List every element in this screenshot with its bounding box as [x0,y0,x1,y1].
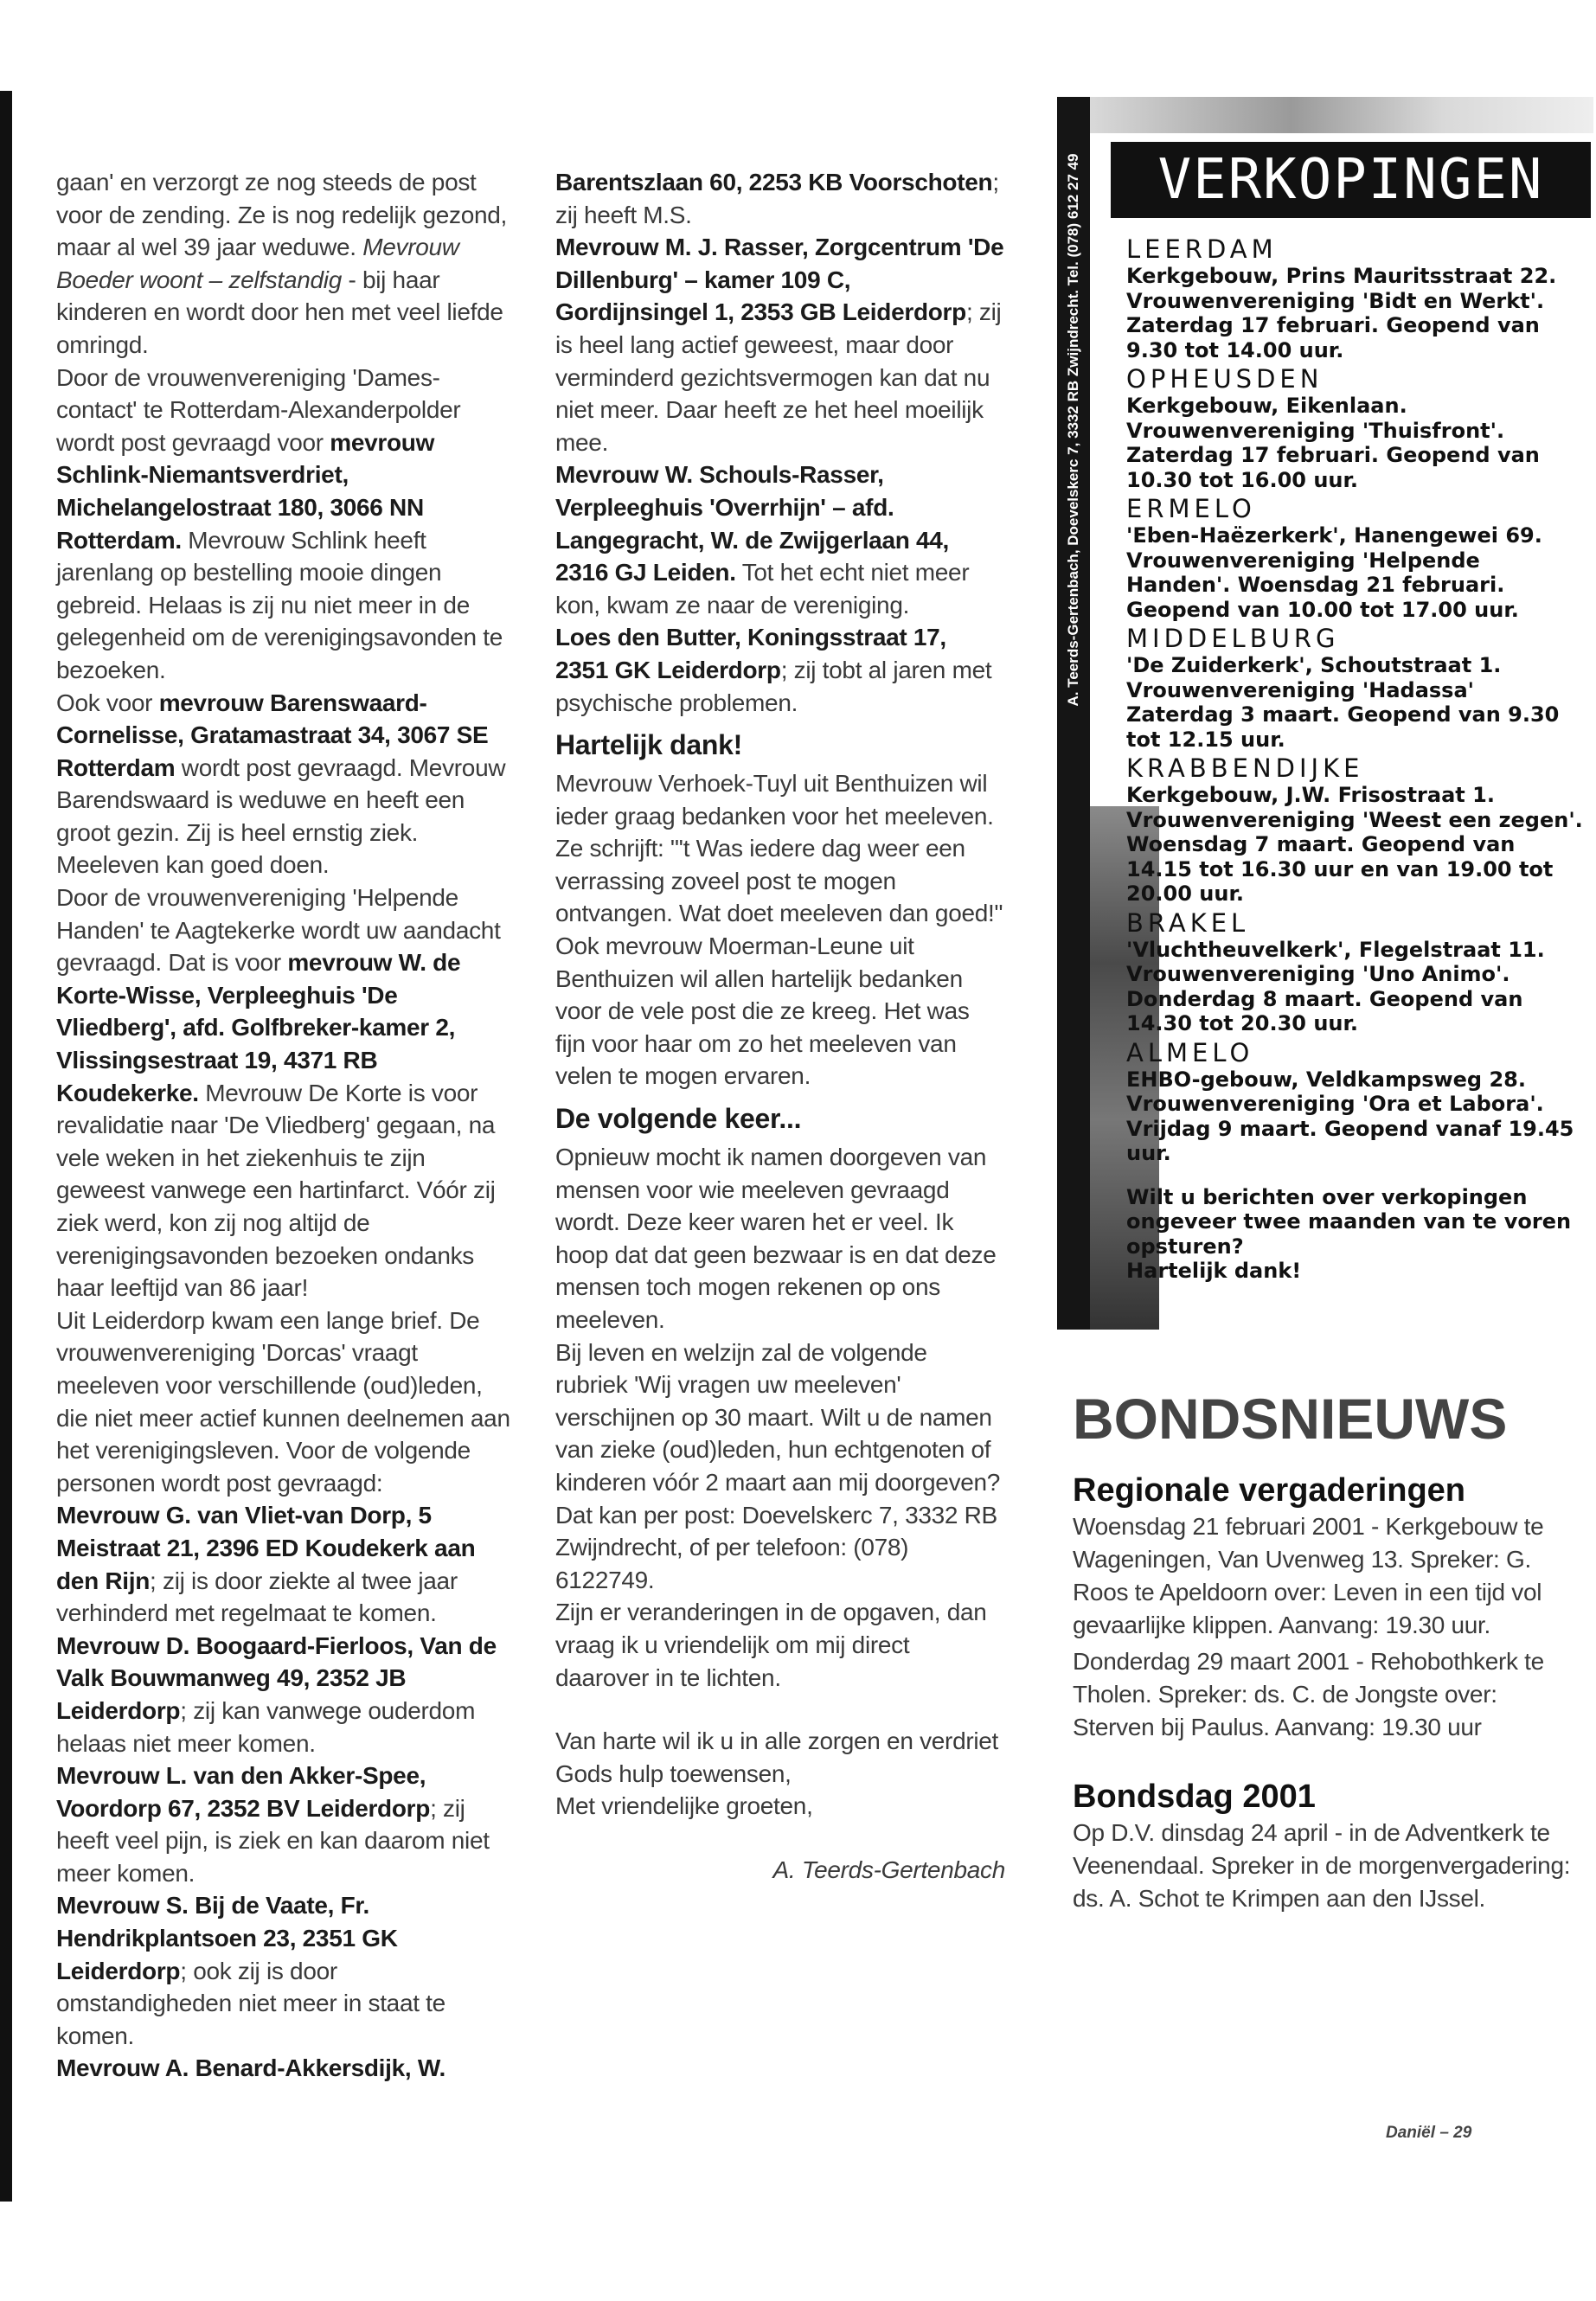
venue-city: LEERDAM [1126,234,1278,264]
verkopingen-closing: Wilt u berichten over verkopingen ongeveer twee maanden van te voren opsturen? Hartelijk dank! [1126,1184,1572,1283]
paragraph [56,687,513,882]
bondsdag-heading: Bondsdag 2001 [1073,1779,1316,1815]
venue-item [1126,235,1586,362]
address-text: Mevrouw M. J. Rasser, Zorgcentrum 'De Dillenburg' – kamer 109 C, Gordijnsingel 1, 2353 GB Leiderdorp [555,234,1004,326]
body-text: Zijn er veranderingen in de opgaven, dan vraag ik u vriendelijk om mij direct daarover in te lichten. [555,1599,987,1691]
address-text: Mevrouw W. Schouls-Rasser, Verpleeghuis 'Overrhijn' – afd. Langegracht, W. de Zwijgerlaan 44, 2316 GJ Leiden. [555,461,950,586]
body-text: ; ook zij is door omstandigheden niet meer in staat te komen. [56,1957,445,2049]
address-text: mevrouw Schlink-Niemantsverdriet, Michelangelostraat 180, 3066 NN Rotterdam. [56,428,435,554]
verkopingen-list [1126,235,1586,1284]
address-text: Mevrouw G. van Vliet-van Dorp, 5 Meistraat 21, 2396 ED Koudekerk aan den Rijn [56,1502,476,1594]
verkopingen-box [1057,97,1593,1330]
paragraph [555,1596,1005,1694]
address-text: Loes den Butter, Koningsstraat 17, 2351 GK Leiderdorp [555,624,946,683]
paragraph [56,1304,513,1500]
body-text: Ook mevrouw Moerman-Leune uit Benthuizen wil allen hartelijk bedanken voor de vele post die ze kreeg. Het was fijn voor haar om zo het meeleven van velen te mogen ervaren. [555,933,970,1090]
venue-info: 'De Zuiderkerk', Schoutstraat 1. Vrouwenvereniging 'Hadassa' Zaterdag 3 maart. Geopend van 9.30 tot 12.15 uur. [1126,653,1560,752]
body-text: Mevrouw Verhoek-Tuyl uit Benthuizen wil ieder graag bedanken voor het meeleven. Ze schrijft: "'t Was iedere dag weer een verrassing zoveel post te mogen ontvangen. Wat doet meeleven dan goed!" [555,770,1003,927]
paragraph [56,1889,513,2052]
body-text: Ook voor [56,689,159,716]
page-footer [1386,2124,1471,2143]
venue-item [1126,1039,1586,1166]
body-text: Uit Leiderdorp kwam een lange brief. De vrouwenvereniging 'Dorcas' vraagt meeleven voor verschillende (oud)leden, die niet meer actief kunnen deelnemen aan het verenigingsleven. Voor de volgende personen wordt post gevraagd: [56,1306,510,1497]
body-text: - bij haar kinderen en wordt door hen met veel liefde omringd. [56,266,503,358]
address-text: Barentszlaan 60, 2253 KB Voorschoten [555,169,993,195]
col2-next-section [555,1141,1005,1694]
signature: A. Teerds-Gertenbach [772,1856,1005,1883]
address-text: Mevrouw D. Boogaard-Fierloos, Van de Valk Bouwmanweg 49, 2352 JB Leiderdorp [56,1631,497,1724]
address-text: Mevrouw L. van den Akker-Spee, Voordorp 67, 2352 BV Leiderdorp [56,1762,431,1822]
body-text: Mevrouw De Korte is voor revalidatie naar 'De Vliedberg' gegaan, na vele weken in het ziekenhuis te zijn geweest vanwege een hartinfarct. Vóór zij ziek werd, kon zij nog altijd de verenigingsavonden bezoeken ondanks haar leeftijd van 86 jaar! [56,1079,496,1302]
body-text: Mevrouw Schlink heeft jarenlang op bestelling mooie dingen gebreid. Helaas is zij nu niet meer in de gelegenheid om de verenigingsavonden te bezoeken. [56,526,503,683]
body-text: Tot het echt niet meer kon, kwam ze naar de vereniging. [555,559,970,619]
venue-info: 'Eben-Haëzerkerk', Hanengewei 69. Vrouwenvereniging 'Helpende Handen'. Woensdag 21 februari. Geopend van 10.00 tot 17.00 uur. [1126,523,1542,622]
page-number: 29 [1453,2124,1472,2142]
header-photo-strip [1090,97,1593,133]
footer-separator: – [1439,2124,1454,2142]
contact-address-text: A. Teerds-Gertenbach, Doevelskerc 7, 3332 RB Zwijndrecht. Tel. (078) 612 27 49 [1065,153,1081,707]
paragraph [555,621,1005,719]
bondsnieuws-title: BONDSNIEUWS [1073,1387,1508,1451]
col2-thanks-section [555,767,1005,1093]
regionale-meeting-1: Woensdag 21 februari 2001 - Kerkgebouw te Wageningen, Van Uvenweg 13. Spreker: G. Roos te Apeldoorn over: Leven in een tijd vol gevaarlijke klippen. Aanvang: 19.30 uur. [1073,1513,1544,1638]
column-middle [555,166,1005,1887]
venue-item [1126,754,1586,907]
paragraph [555,166,1005,231]
body-text: Door de vrouwenvereniging 'Helpende Handen' te Aagtekerke wordt uw aandacht gevraagd. Dat is voor [56,884,501,977]
bondsdag-text: Op D.V. dinsdag 24 april - in de Adventkerk te Veenendaal. Spreker in de morgenvergadering: ds. A. Schot te Krimpen aan den IJssel. [1073,1819,1571,1912]
paragraph [56,1759,513,1889]
paragraph [555,231,1005,458]
address-text: Mevrouw S. Bij de Vaate, Fr. Hendrikplantsoen 23, 2351 GK Leiderdorp [56,1892,398,1984]
venue-list [1126,235,1586,1166]
venue-info: Kerkgebouw, Eikenlaan. Vrouwenvereniging 'Thuisfront'. Zaterdag 17 februari. Geopend van 10.30 tot 16.00 uur. [1126,394,1540,492]
regionale-meeting-2: Donderdag 29 maart 2001 - Rehobothkerk te Tholen. Spreker: ds. C. de Jongste over: Sterven bij Paulus. Aanvang: 19.30 uur [1073,1648,1544,1740]
paragraph [555,767,1005,930]
address-text: mevrouw W. de Korte-Wisse, Verpleeghuis 'De Vliedberg', afd. Golfbreker-kamer 2, Vlissingsestraat 19, 4371 RB Koudekerke. [56,949,461,1106]
body-text: Door de vrouwenvereniging 'Dames-contact' te Rotterdam-Alexanderpolder wordt post gevraagd voor [56,363,461,456]
venue-item [1126,909,1586,1036]
paragraph [56,2052,513,2085]
contact-address [1057,97,1090,763]
col2-requests [555,166,1005,719]
bondsnieuws-section [1073,1384,1574,1915]
venue-item [1126,625,1586,752]
address-text: mevrouw Barenswaard-Cornelisse, Gratamastraat 34, 3067 SE Rotterdam [56,689,489,781]
venue-city: BRAKEL [1126,907,1250,938]
body-text: ; zij kan vanwege ouderdom helaas niet meer komen. [56,1696,476,1757]
heading-de-volgende-keer: De volgende keer... [555,1103,802,1135]
body-text: ; zij heeft M.S. [555,169,999,228]
body-text: gaan' en verzorgt ze nog steeds de post voor de zending. Ze is nog redelijk gezond, maar al wel 39 jaar weduwe. [56,169,507,261]
paragraph [56,1499,513,1629]
paragraph [555,930,1005,1093]
body-text: ; zij is door ziekte al twee jaar verhinderd met regelmaat te komen. [56,1567,458,1627]
venue-city: ALMELO [1126,1037,1254,1067]
body-text: ; zij heeft veel pijn, is ziek en kan daarom niet meer komen. [56,1794,490,1887]
venue-city: MIDDELBURG [1126,624,1340,653]
body-text: ; zij is heel lang actief geweest, maar door verminderd gezichtsvermogen kan dat nu niet meer. Daar heeft ze het heel moeilijk mee. [555,298,1002,456]
verkopingen-title: VERKOPINGEN [1111,142,1591,218]
heading-hartelijk-dank: Hartelijk dank! [555,729,743,761]
venue-info: Kerkgebouw, J.W. Frisostraat 1. Vrouwenvereniging 'Weest een zegen'. Woensdag 7 maart. Geopend van 14.15 tot 16.30 uur en van 19.00 tot 20.00 uur. [1126,783,1583,906]
magazine-name: Daniël [1386,2124,1436,2142]
body-text: Mevrouw Boeder woont – zelfstandig [56,234,459,293]
regionale-heading: Regionale vergaderingen [1073,1472,1466,1509]
page-edge-bar [0,91,12,2202]
paragraph [555,1141,1005,1336]
body-text: Opnieuw mocht ik namen doorgeven van mensen voor wie meeleven gevraagd wordt. Deze keer waren het er veel. Ik hoop dat dat geen bezwaar is en dat deze mensen toch mogen rekenen op ons meeleven. [555,1144,997,1333]
venue-city: OPHEUSDEN [1126,364,1324,394]
paragraph [555,1336,1005,1597]
venue-city: ERMELO [1126,494,1256,523]
venue-info: EHBO-gebouw, Veldkampsweg 28. Vrouwenvereniging 'Ora et Labora'. Vrijdag 9 maart. Geopend vanaf 19.45 uur. [1126,1067,1574,1165]
body-text: ; zij tobt al jaren met psychische problemen. [555,656,992,716]
paragraph [56,362,513,687]
paragraph [56,881,513,1304]
address-text: Mevrouw A. Benard-Akkersdijk, W. [56,2054,445,2082]
body-text: wordt post gevraagd. Mevrouw Barendswaard is weduwe en heeft een groot gezin. Zij is heel ernstig ziek. Meeleven kan goed doen. [56,753,506,879]
paragraph [555,458,1005,621]
column-left [56,166,513,2085]
venue-item [1126,365,1586,492]
venue-info: 'Vluchtheuvelkerk', Flegelstraat 11. Vrouwenvereniging 'Uno Animo'. Donderdag 8 maart. Geopend van 14.30 tot 20.30 uur. [1126,937,1545,1035]
venue-city: KRABBENDIJKE [1126,753,1364,783]
venue-item [1126,495,1586,622]
closing-greeting: Van harte wil ik u in alle zorgen en verdriet Gods hulp toewensen, Met vriendelijke groeten, [555,1727,999,1820]
body-text: Bij leven en welzijn zal de volgende rubriek 'Wij vragen uw meeleven' verschijnen op 30 maart. Wilt u de namen van zieke (oud)leden, hun echtgenoten of kinderen vóór 2 maart aan mij doorgeven? Dat kan per post: Doevelskerc 7, 3332 RB Zwijndrecht, of per telefoon: (078) 6122749. [555,1338,1001,1593]
paragraph [56,1630,513,1759]
venue-info: Kerkgebouw, Prins Mauritsstraat 22. Vrouwenvereniging 'Bidt en Werkt'. Zaterdag 17 februari. Geopend van 9.30 tot 14.00 uur. [1126,264,1557,362]
paragraph [56,166,513,362]
